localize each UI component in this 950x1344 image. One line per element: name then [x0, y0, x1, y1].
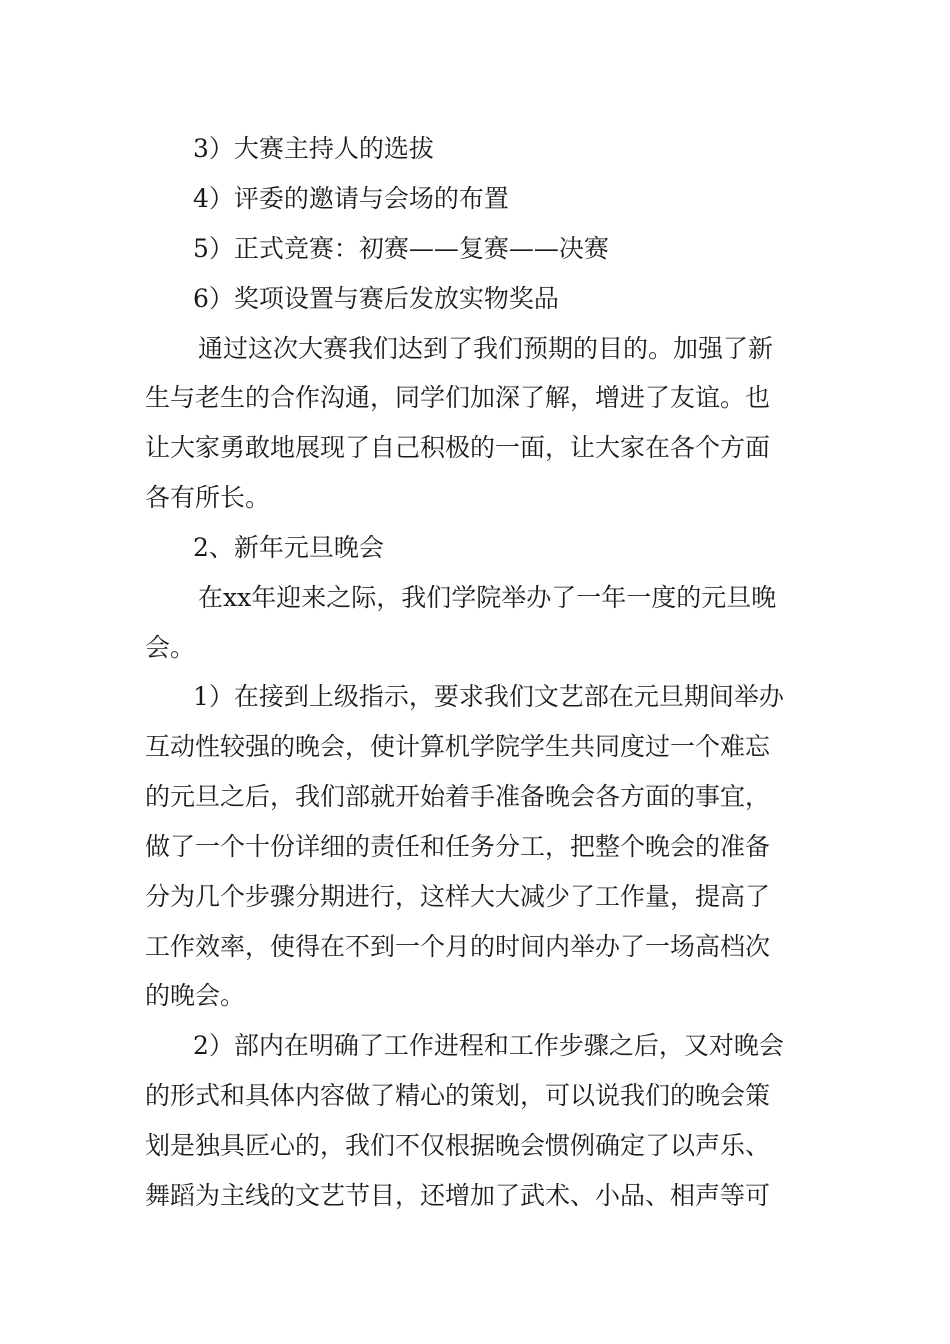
- paragraph-line: 会。: [145, 633, 196, 662]
- paragraph-line: 互动性较强的晚会，使计算机学院学生共同度过一个难忘: [145, 732, 771, 761]
- paragraph-line: 划是独具匠心的，我们不仅根据晚会惯例确定了以声乐、: [145, 1131, 771, 1160]
- paragraph-line: 的晚会。: [145, 981, 246, 1010]
- paragraph-line: 生与老生的合作沟通，同学们加深了解，增进了友谊。也: [145, 383, 771, 412]
- list-item-host-selection: 3）大赛主持人的选拔: [193, 134, 434, 163]
- paragraph-line: 舞蹈为主线的文艺节目，还增加了武术、小品、相声等可: [145, 1181, 771, 1210]
- list-item-competition-rounds: 5）正式竞赛：初赛——复赛——决赛: [193, 234, 609, 263]
- paragraph-line: 的形式和具体内容做了精心的策划，可以说我们的晚会策: [145, 1081, 771, 1110]
- paragraph-line: 1）在接到上级指示，要求我们文艺部在元旦期间举办: [193, 682, 784, 711]
- paragraph-line: 各有所长。: [145, 483, 271, 512]
- paragraph-line: 让大家勇敢地展现了自己积极的一面，让大家在各个方面: [145, 433, 771, 462]
- paragraph-line: 工作效率，使得在不到一个月的时间内举办了一场高档次: [145, 932, 771, 961]
- paragraph-line: 做了一个十份详细的责任和任务分工，把整个晚会的准备: [145, 832, 771, 861]
- paragraph-line: 通过这次大赛我们达到了我们预期的目的。加强了新: [198, 334, 774, 363]
- paragraph-line: 分为几个步骤分期进行，这样大大减少了工作量，提高了: [145, 882, 771, 911]
- list-item-awards: 6）奖项设置与赛后发放实物奖品: [193, 284, 559, 313]
- paragraph-line: 2）部内在明确了工作进程和工作步骤之后，又对晚会: [193, 1031, 784, 1060]
- paragraph-line: 的元旦之后，我们部就开始着手准备晚会各方面的事宜，: [145, 782, 771, 811]
- section-heading: 2、新年元旦晚会: [193, 533, 384, 562]
- list-item-judges-venue: 4）评委的邀请与会场的布置: [193, 184, 509, 213]
- paragraph-line: 在xx年迎来之际，我们学院举办了一年一度的元旦晚: [198, 583, 777, 612]
